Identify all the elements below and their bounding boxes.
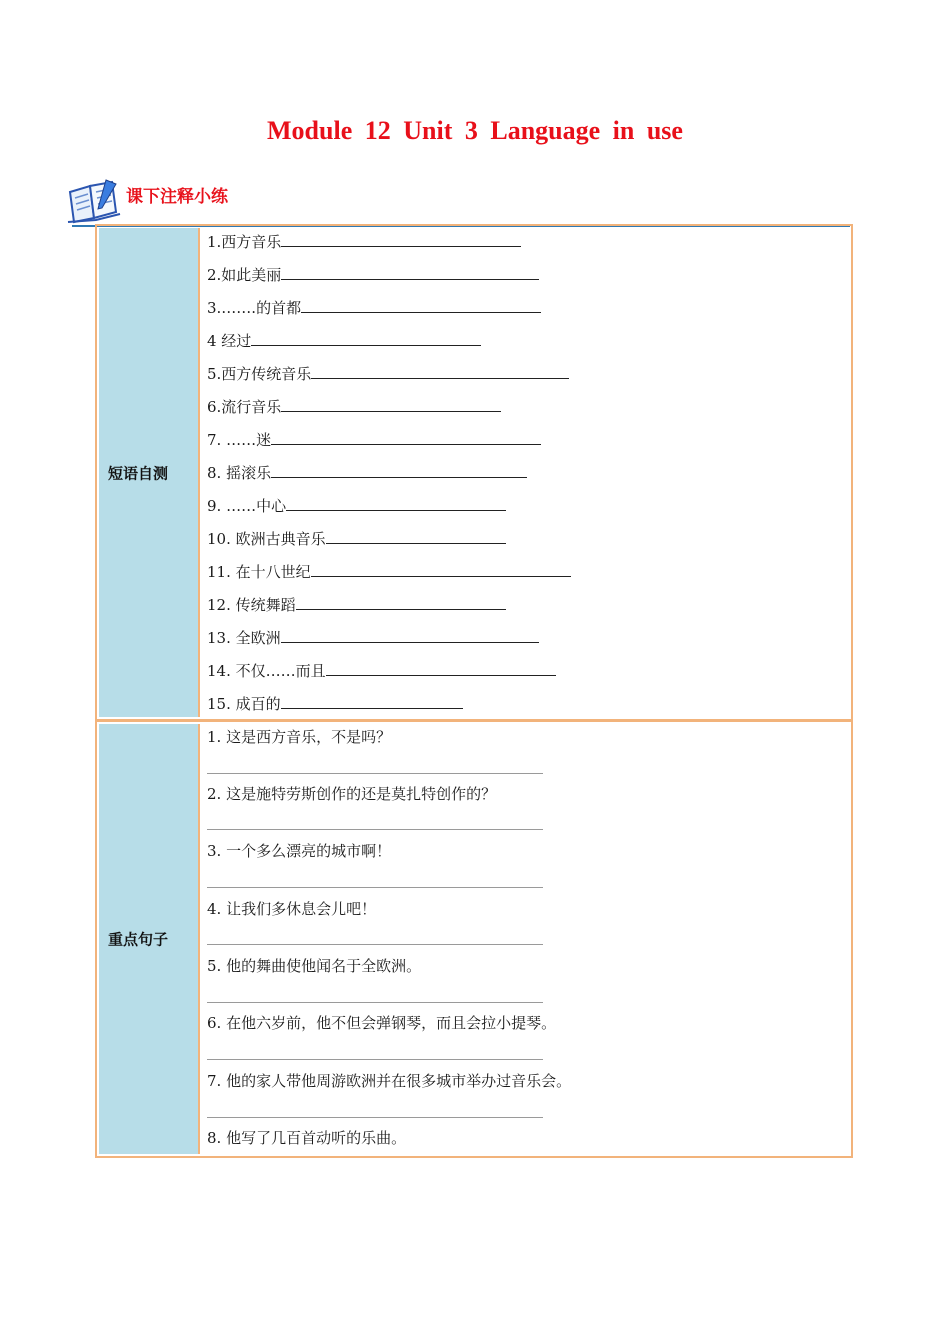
- answer-line[interactable]: [207, 829, 543, 830]
- phrase-item: 8. 摇滚乐: [207, 463, 527, 483]
- answer-blank[interactable]: [271, 463, 527, 478]
- sentence-item: 5. 他的舞曲使他闻名于全欧洲。: [207, 957, 422, 975]
- phrase-block: [95, 224, 853, 721]
- section-label: 课下注释小练: [126, 187, 228, 207]
- phrase-item: 13. 全欧洲: [207, 628, 539, 648]
- sentence-item: 4. 让我们多休息会儿吧！: [207, 900, 377, 918]
- phrase-label: 短语自测: [108, 464, 169, 482]
- answer-blank[interactable]: [286, 496, 506, 511]
- sentence-item: 3. 一个多么漂亮的城市啊！: [207, 842, 392, 860]
- answer-blank[interactable]: [281, 694, 463, 709]
- answer-line[interactable]: [207, 773, 543, 774]
- phrase-item: 9. ……中心: [207, 496, 506, 516]
- answer-line[interactable]: [207, 887, 543, 888]
- sentence-label: 重点句子: [108, 930, 169, 949]
- phrase-item: 11. 在十八世纪: [207, 562, 571, 582]
- sentence-item: 2. 这是施特劳斯创作的还是莫扎特创作的？: [207, 785, 497, 803]
- answer-blank[interactable]: [271, 430, 541, 445]
- page-title: Module 12 Unit 3 Language in use: [267, 116, 683, 145]
- answer-line[interactable]: [207, 1059, 543, 1060]
- answer-blank[interactable]: [281, 628, 539, 643]
- phrase-item: 12. 传统舞蹈: [207, 595, 506, 615]
- answer-blank[interactable]: [281, 232, 521, 247]
- phrase-item: 4 经过: [207, 331, 481, 351]
- answer-blank[interactable]: [281, 265, 539, 280]
- answer-blank[interactable]: [296, 595, 506, 610]
- phrase-item: 10. 欧洲古典音乐: [207, 529, 506, 549]
- book-icon: [66, 178, 122, 224]
- phrase-item: 1.西方音乐: [207, 232, 521, 252]
- sentence-item: 1. 这是西方音乐，不是吗？: [207, 728, 392, 746]
- sentence-item: 6. 在他六岁前，他不但会弹钢琴，而且会拉小提琴。: [207, 1014, 557, 1032]
- phrase-label-cell: [99, 228, 200, 717]
- sentence-list: [207, 722, 847, 1156]
- phrase-item: 3.…….的首都: [207, 298, 541, 318]
- sentence-label-cell: [99, 724, 200, 1154]
- phrase-item: 2.如此美丽: [207, 265, 539, 285]
- answer-blank[interactable]: [311, 364, 569, 379]
- answer-blank[interactable]: [301, 298, 541, 313]
- answer-blank[interactable]: [326, 661, 556, 676]
- sentence-item: 7. 他的家人带他周游欧洲并在很多城市举办过音乐会。: [207, 1072, 572, 1090]
- answer-line[interactable]: [207, 944, 543, 945]
- answer-blank[interactable]: [311, 562, 571, 577]
- phrase-item: 14. 不仅……而且: [207, 661, 556, 681]
- answer-blank[interactable]: [281, 397, 501, 412]
- phrase-item: 15. 成百的: [207, 694, 463, 714]
- answer-line[interactable]: [207, 1002, 543, 1003]
- phrase-item: 5.西方传统音乐: [207, 364, 569, 384]
- answer-blank[interactable]: [326, 529, 506, 544]
- sentence-item: 8. 他写了几百首动听的乐曲。: [207, 1129, 407, 1147]
- phrase-item: 6.流行音乐: [207, 397, 501, 417]
- answer-blank[interactable]: [251, 331, 481, 346]
- answer-line[interactable]: [207, 1117, 543, 1118]
- phrase-item: 7. ……迷: [207, 430, 541, 450]
- phrase-list: [207, 226, 847, 719]
- sentence-block: [95, 720, 853, 1158]
